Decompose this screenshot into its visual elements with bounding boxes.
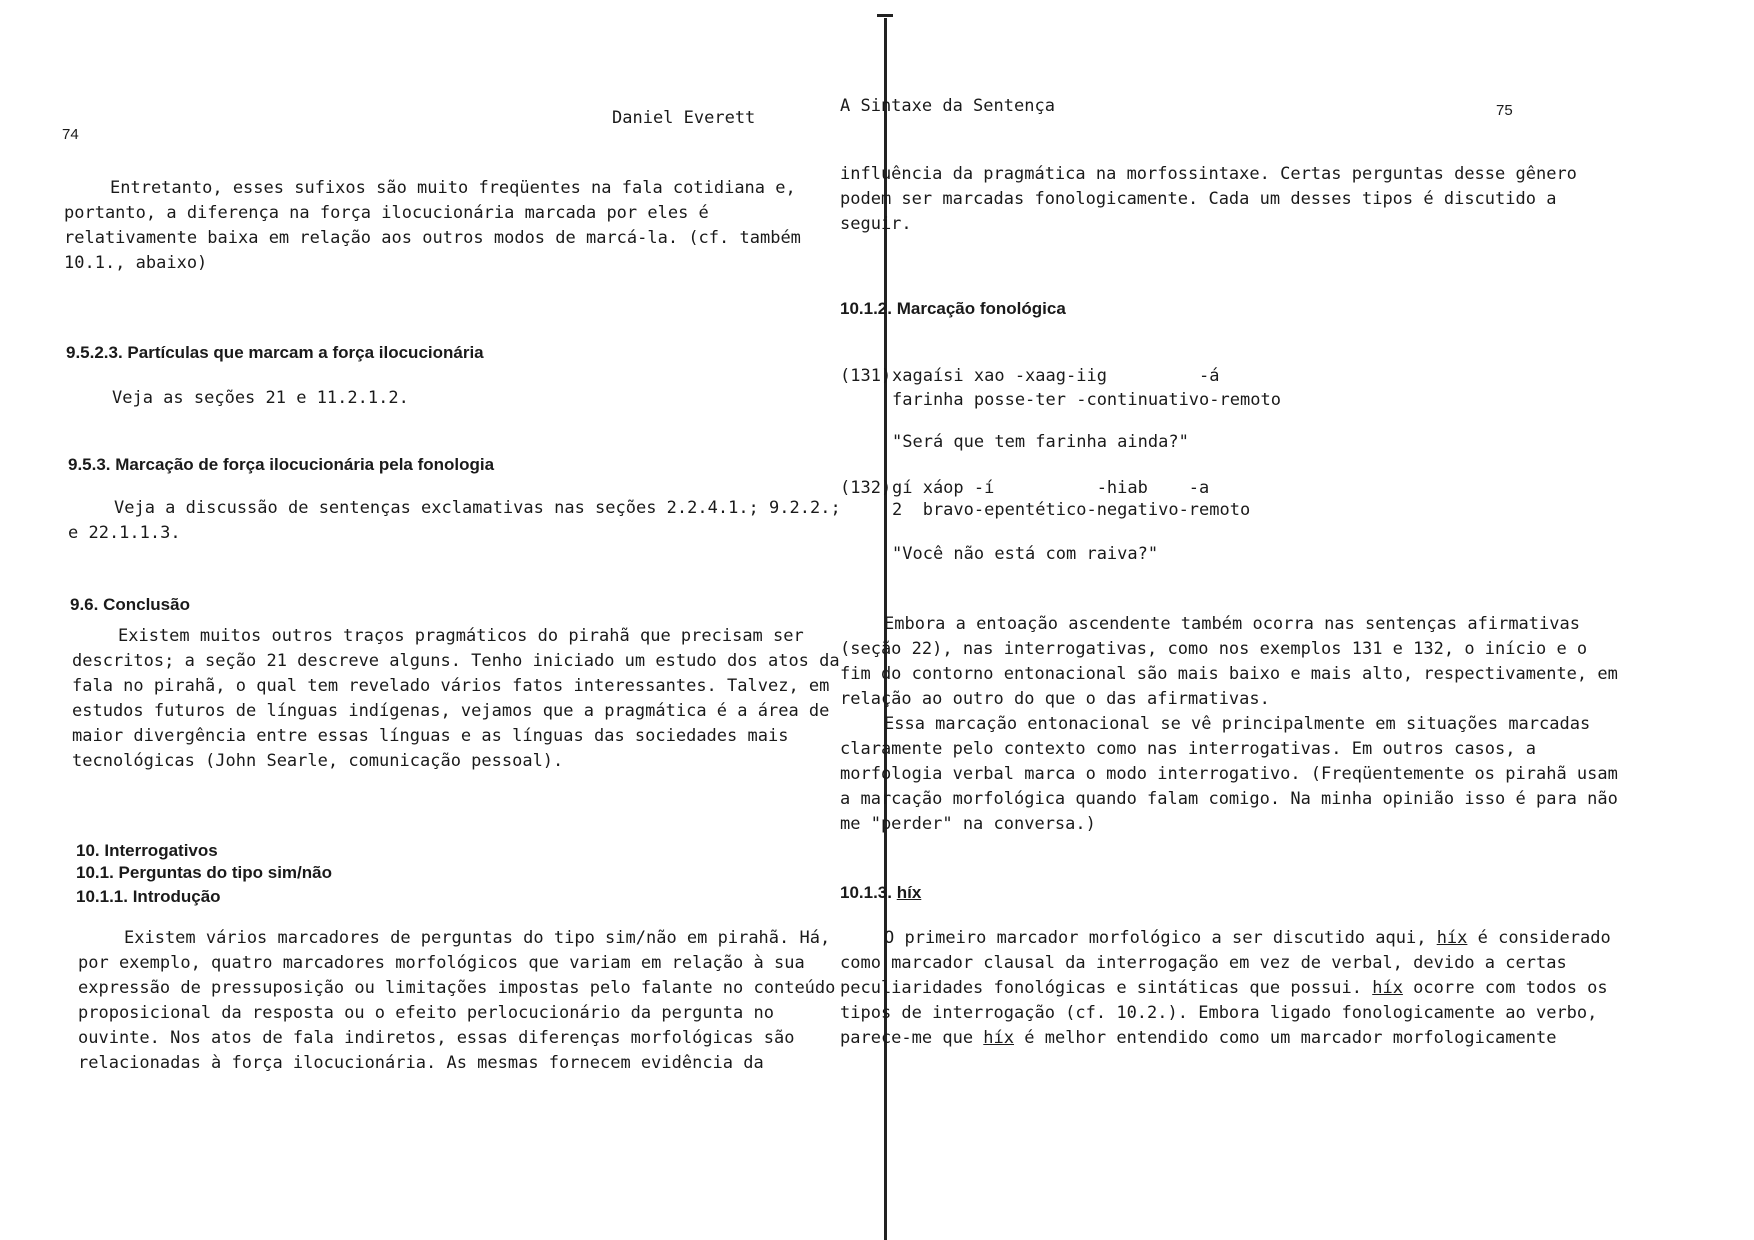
text-line: por exemplo, quatro marcadores morfológicos que variam em relação à sua <box>78 953 805 973</box>
text-run: peculiaridades fonológicas e sintáticas que possui. <box>840 978 1373 998</box>
example-132-number: (132) <box>840 478 892 498</box>
text-run: ocorre com todos os <box>1402 978 1608 998</box>
text-line: estudos futuros de línguas indígenas, vejamos que a pragmática é a área de <box>72 701 830 721</box>
heading-10-1-2: 10.1.2. Marcação fonológica <box>840 299 1066 318</box>
text-line: relativamente baixa em relação aos outros modos de marcá-la. (cf. também <box>64 228 801 248</box>
text-line: relacionadas à força ilocucionária. As mesmas fornecem evidência da <box>78 1053 764 1073</box>
text-line: 10.1., abaixo) <box>64 253 208 273</box>
paragraph-9-5-2-3: Veja as seções 21 e 11.2.1.2. <box>112 388 409 408</box>
intro-paragraph <box>64 176 801 276</box>
text-line: portanto, a diferença na força ilocucionária marcada por eles é <box>64 203 709 223</box>
text-line: Essa marcação entonacional se vê principalmente em situações marcadas <box>884 714 1591 734</box>
hix-term: híx <box>1372 978 1403 998</box>
example-132-line2: 2 bravo-epentético-negativo-remoto <box>892 500 1251 520</box>
example-132-line1: gí xáop -í -hiab -a <box>892 478 1210 498</box>
paragraph-9-6 <box>72 624 840 774</box>
text-run: é considerado <box>1467 928 1611 948</box>
example-131-line1: xagaísi xao -xaag-iig -á <box>892 366 1220 386</box>
heading-10-1-3-number: 10.1.3. <box>840 883 892 902</box>
text-line: tipos de interrogação (cf. 10.2.). Embora ligado fonologicamente ao verbo, <box>840 1003 1598 1023</box>
heading-10-1-1: 10.1.1. Introdução <box>76 887 221 906</box>
text-line: influência da pragmática na morfossintaxe. Certas perguntas desse gênero <box>840 164 1577 184</box>
paragraph-entoacao <box>840 612 1618 837</box>
text-line: e 22.1.1.3. <box>68 523 181 543</box>
text-line: Existem muitos outros traços pragmáticos do pirahã que precisam ser <box>118 626 804 646</box>
text-line: claramente pelo contexto como nas interrogativas. Em outros casos, a <box>840 739 1536 759</box>
example-131-line2: farinha posse-ter -continuativo-remoto <box>892 390 1281 410</box>
heading-10: 10. Interrogativos <box>76 841 218 860</box>
text-line: Existem vários marcadores de perguntas do tipo sim/não em pirahã. Há, <box>124 928 831 948</box>
text-line: como marcador clausal da interrogação em vez de verbal, devido a certas <box>840 953 1567 973</box>
paragraph-10-1-3 <box>840 926 1611 1051</box>
heading-10-1: 10.1. Perguntas do tipo sim/não <box>76 863 332 882</box>
text-line: Entretanto, esses sufixos são muito freqüentes na fala cotidiana e, <box>110 178 796 198</box>
text-line: proposicional da resposta ou o efeito perlocucionário da pergunta no <box>78 1003 774 1023</box>
text-line: me "perder" na conversa.) <box>840 814 1096 834</box>
heading-10-1-3-word: híx <box>896 883 922 902</box>
text-run: é melhor entendido como um marcador morfologicamente <box>1014 1028 1557 1048</box>
running-head-left: Daniel Everett <box>612 108 756 128</box>
example-131-number: (131) <box>840 366 892 386</box>
text-line: fim do contorno entonacional são mais baixo e mais alto, respectivamente, em <box>840 664 1618 684</box>
heading-9-5-2-3: 9.5.2.3. Partículas que marcam a força ilocucionária <box>66 343 484 362</box>
text-line <box>840 1026 1557 1051</box>
page-number-right: 75 <box>1496 102 1513 119</box>
hix-term: híx <box>1436 928 1468 948</box>
text-line: (seção 22), nas interrogativas, como nos exemplos 131 e 132, o início e o <box>840 639 1588 659</box>
example-132-translation: "Você não está com raiva?" <box>892 544 1159 564</box>
hix-term: híx <box>983 1028 1015 1048</box>
heading-9-5-3: 9.5.3. Marcação de força ilocucionária pela fonologia <box>68 455 495 474</box>
text-line: Veja a discussão de sentenças exclamativas nas seções 2.2.4.1.; 9.2.2.; <box>114 498 841 518</box>
text-line <box>840 976 1608 1001</box>
text-line: relação ao outro do que o das afirmativas. <box>840 689 1270 709</box>
text-line: tecnológicas (John Searle, comunicação pessoal). <box>72 751 564 771</box>
right-page <box>840 0 1754 1240</box>
heading-9-6: 9.6. Conclusão <box>70 595 190 614</box>
text-run: parece-me que <box>840 1028 984 1048</box>
text-line: Embora a entoação ascendente também ocorra nas sentenças afirmativas <box>884 614 1580 634</box>
text-line: ouvinte. Nos atos de fala indiretos, essas diferenças morfológicas são <box>78 1028 795 1048</box>
text-line <box>840 926 1611 951</box>
running-head-right: A Sintaxe da Sentença <box>840 96 1055 116</box>
text-line: expressão de pressuposição ou limitações impostas pelo falante no conteúdo <box>78 978 836 998</box>
text-line: seguir. <box>840 214 912 234</box>
heading-10-1-3 <box>840 880 921 905</box>
text-line: maior divergência entre essas línguas e as línguas das sociedades mais <box>72 726 789 746</box>
text-line: fala no pirahã, o qual tem revelado vários fatos interessantes. Talvez, em <box>72 676 830 696</box>
text-line: a marcação morfológica quando falam comigo. Na minha opinião isso é para não <box>840 789 1618 809</box>
text-line: podem ser marcadas fonologicamente. Cada um desses tipos é discutido a <box>840 189 1557 209</box>
paragraph-10-1-1 <box>78 926 836 1076</box>
paragraph-9-5-3 <box>68 496 841 546</box>
text-run: O primeiro marcador morfológico a ser discutido aqui, <box>884 928 1437 948</box>
continuation-paragraph <box>840 162 1577 237</box>
text-line: descritos; a seção 21 descreve alguns. Tenho iniciado um estudo dos atos da <box>72 651 840 671</box>
example-131-translation: "Será que tem farinha ainda?" <box>892 432 1189 452</box>
page-number-left: 74 <box>62 126 79 143</box>
text-line: morfologia verbal marca o modo interrogativo. (Freqüentemente os pirahã usam <box>840 764 1618 784</box>
